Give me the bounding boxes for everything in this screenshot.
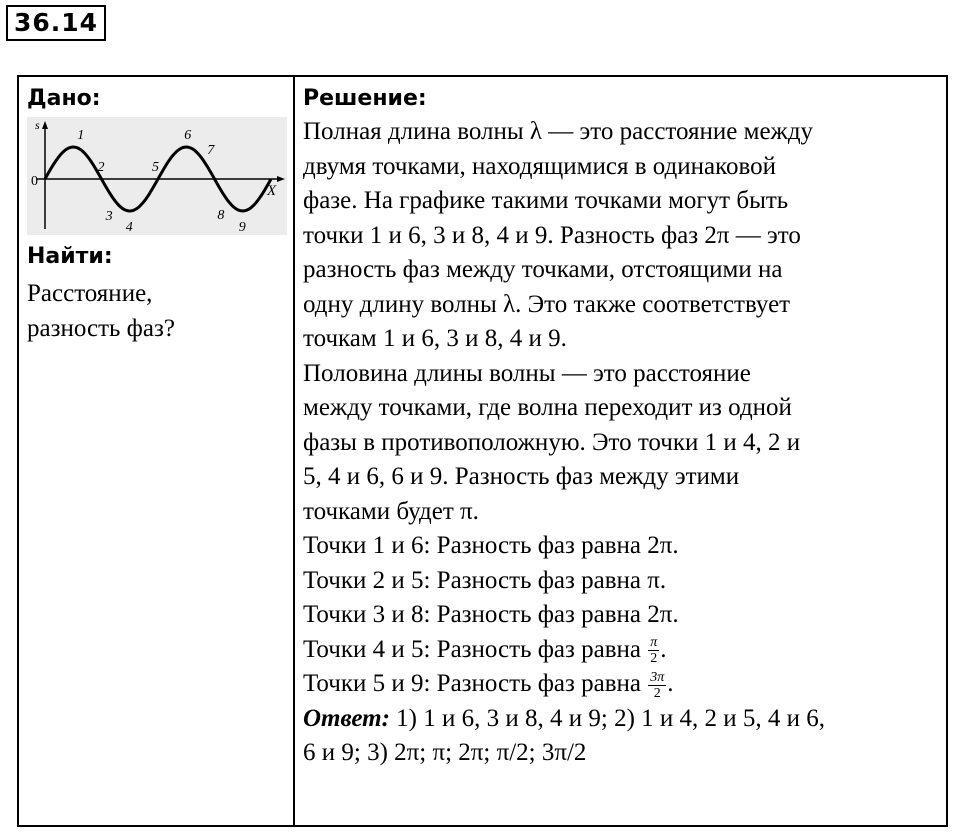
solution-line-1: Полная длина волны λ — это расстояние между xyxy=(303,118,814,145)
points-5-9-text: Точки 5 и 9: Разность фаз равна xyxy=(303,670,648,697)
wave-point-label-2: 2 xyxy=(97,160,105,175)
problem-number: 36.14 xyxy=(6,5,106,41)
given-column xyxy=(27,77,287,346)
solution-line-8: Половина длины волны — это расстояние xyxy=(303,359,751,387)
answer-line-1 xyxy=(303,702,943,737)
find-text-line-2: разность фаз? xyxy=(27,314,175,342)
y-axis-label: s xyxy=(35,118,40,132)
answer-text-1: 1) 1 и 6, 3 и 8, 4 и 9; 2) 1 и 4, 2 и 5, 4 и 6, xyxy=(389,704,826,732)
find-text-line-1: Расстояние, xyxy=(27,280,153,307)
solution-line-5: разность фаз между точками, отстоящими на xyxy=(303,256,783,283)
fraction-numerator: 3π xyxy=(650,669,665,685)
solution-line-3: фазе. На графике такими точками могут быть xyxy=(303,187,789,214)
solution-column xyxy=(303,77,943,771)
graph-background xyxy=(27,117,287,235)
solution-line-4: точки 1 и 6, 3 и 8, 4 и 9. Разность фаз 2π — это xyxy=(303,221,801,249)
solution-line-10: фазы в противоположную. Это точки 1 и 4, 2 и xyxy=(303,428,801,456)
solution-line-6: одну длину волны λ. Это также соответствует xyxy=(303,290,791,318)
wave-point-label-8: 8 xyxy=(217,207,225,223)
points-4-5-text: Точки 4 и 5: Разность фаз равна xyxy=(303,635,648,663)
solution-table xyxy=(17,75,948,827)
wave-point-label-4: 4 xyxy=(125,220,133,235)
solution-line-2: двумя точками, находящимися в одинаковой xyxy=(303,152,776,180)
fraction-3pi-over-2 xyxy=(648,670,666,701)
wave-point-label-1: 1 xyxy=(77,128,85,143)
answer-line-2: 6 и 9; 3) 2π; π; 2π; π/2; 3π/2 xyxy=(303,739,587,766)
solution-label: Решение: xyxy=(303,86,427,111)
period: . xyxy=(660,635,667,663)
period: . xyxy=(667,670,674,697)
solution-line-9: между точками, где волна переходит из одной xyxy=(303,394,792,421)
wave-graph xyxy=(27,117,287,235)
wave-point-label-5: 5 xyxy=(152,160,159,175)
answer-label: Ответ: xyxy=(303,704,390,732)
x-axis-label: X xyxy=(267,183,277,199)
wave-point-label-6: 6 xyxy=(184,128,192,143)
origin-label: 0 xyxy=(31,174,38,189)
wave-point-label-7: 7 xyxy=(207,143,215,159)
solution-line-points-4-5 xyxy=(303,633,943,668)
given-label: Дано: xyxy=(27,86,101,111)
wave-point-label-3: 3 xyxy=(105,209,113,224)
fraction-denominator: 2 xyxy=(653,685,661,701)
find-label: Найти: xyxy=(27,244,113,269)
solution-line-7: точкам 1 и 6, 3 и 8, 4 и 9. xyxy=(303,325,567,352)
fraction-pi-over-2 xyxy=(648,635,659,666)
column-divider xyxy=(293,77,295,825)
fraction-denominator: 2 xyxy=(650,651,658,667)
solution-line-14: Точки 2 и 5: Разность фаз равна π. xyxy=(303,566,667,594)
solution-line-12: точками будет π. xyxy=(303,497,479,525)
solution-line-13: Точки 1 и 6: Разность фаз равна 2π. xyxy=(303,532,679,559)
solution-line-points-5-9 xyxy=(303,667,943,702)
solution-line-11: 5, 4 и 6, 6 и 9. Разность фаз между этими xyxy=(303,463,740,490)
fraction-numerator: π xyxy=(650,635,658,651)
wave-point-label-9: 9 xyxy=(238,220,246,235)
solution-line-15: Точки 3 и 8: Разность фаз равна 2π. xyxy=(303,601,679,628)
